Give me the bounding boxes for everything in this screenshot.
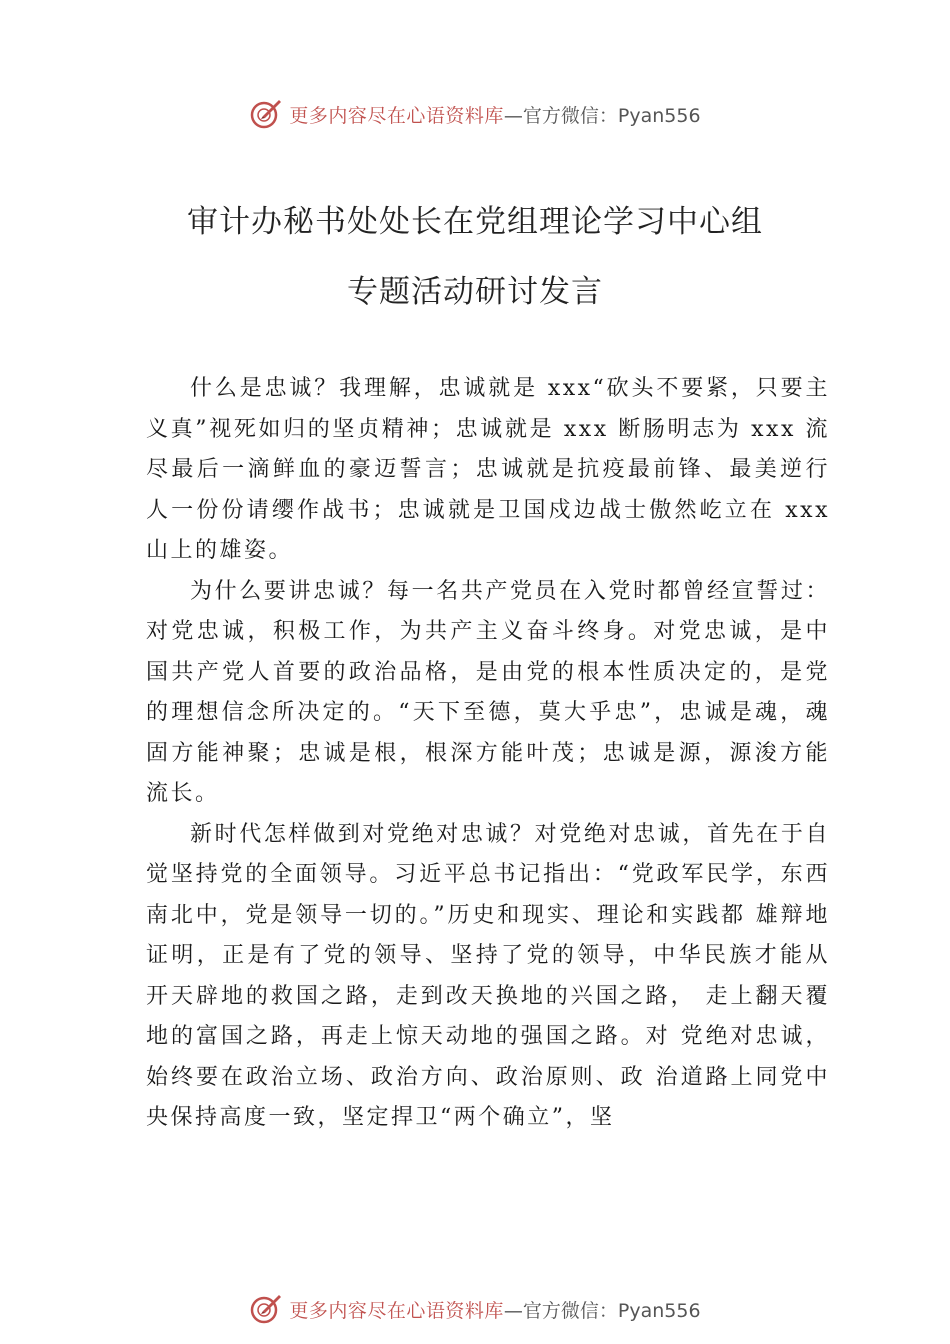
document-title-line-1: 审计办秘书处处长在党组理论学习中心组 bbox=[187, 204, 763, 240]
header-banner bbox=[0, 96, 950, 132]
document-body bbox=[146, 369, 830, 1139]
document-title-line-2: 专题活动研讨发言 bbox=[347, 274, 603, 310]
banner-site-text: 更多内容尽在心语资料库 bbox=[289, 104, 504, 127]
footer-wechat-text: —官方微信：Pyan556 bbox=[503, 1299, 701, 1322]
banner-wechat-text: —官方微信：Pyan556 bbox=[503, 104, 701, 127]
footer-site-text: 更多内容尽在心语资料库 bbox=[289, 1299, 504, 1322]
pen-logo-icon bbox=[249, 97, 283, 131]
body-paragraph: 什么是忠诚？我理解，忠诚就是 xxx“砍头不要紧，只要主义真”视死如归的坚贞精神；忠诚就是 xxx 断肠明志为 xxx 流尽最后一滴鲜血的豪迈誓言；忠诚就是抗疫最前锋、最美逆行人一份份请缨作战书；忠诚就是卫国戍边战士傲然屹立在 xxx 山上的雄姿。 bbox=[146, 376, 830, 563]
body-paragraph: 新时代怎样做到对党绝对忠诚？对党绝对忠诚，首先在于自觉坚持党的全面领导。习近平总书记指出：“党政军民学，东西南北中，党是领导一切的。”历史和现实、理论和实践都 雄辩地证明，正是有了党的领导、坚持了党的领导，中华民族才能从开天辟地的救国之路，走到改天换地的兴国之路， 走上翻天覆地的富国之路，再走上惊天动地的强国之路。对 党绝对忠诚，始终要在政治立场、政治方向、政治原则、政 治道路上同党中央保持高度一致，坚定捍卫“两个确立”，坚 bbox=[146, 821, 830, 1130]
footer-banner bbox=[0, 1291, 950, 1327]
pen-logo-icon bbox=[249, 1292, 283, 1326]
body-paragraph: 为什么要讲忠诚？每一名共产党员在入党时都曾经宣誓过：对党忠诚，积极工作，为共产主义奋斗终身。对党忠诚，是中国共产党人首要的政治品格，是由党的根本性质决定的，是党的理想信念所决定的。“天下至德，莫大乎忠”，忠诚是魂，魂固方能神聚；忠诚是根，根深方能叶茂；忠诚是源，源浚方能流长。 bbox=[146, 578, 830, 806]
